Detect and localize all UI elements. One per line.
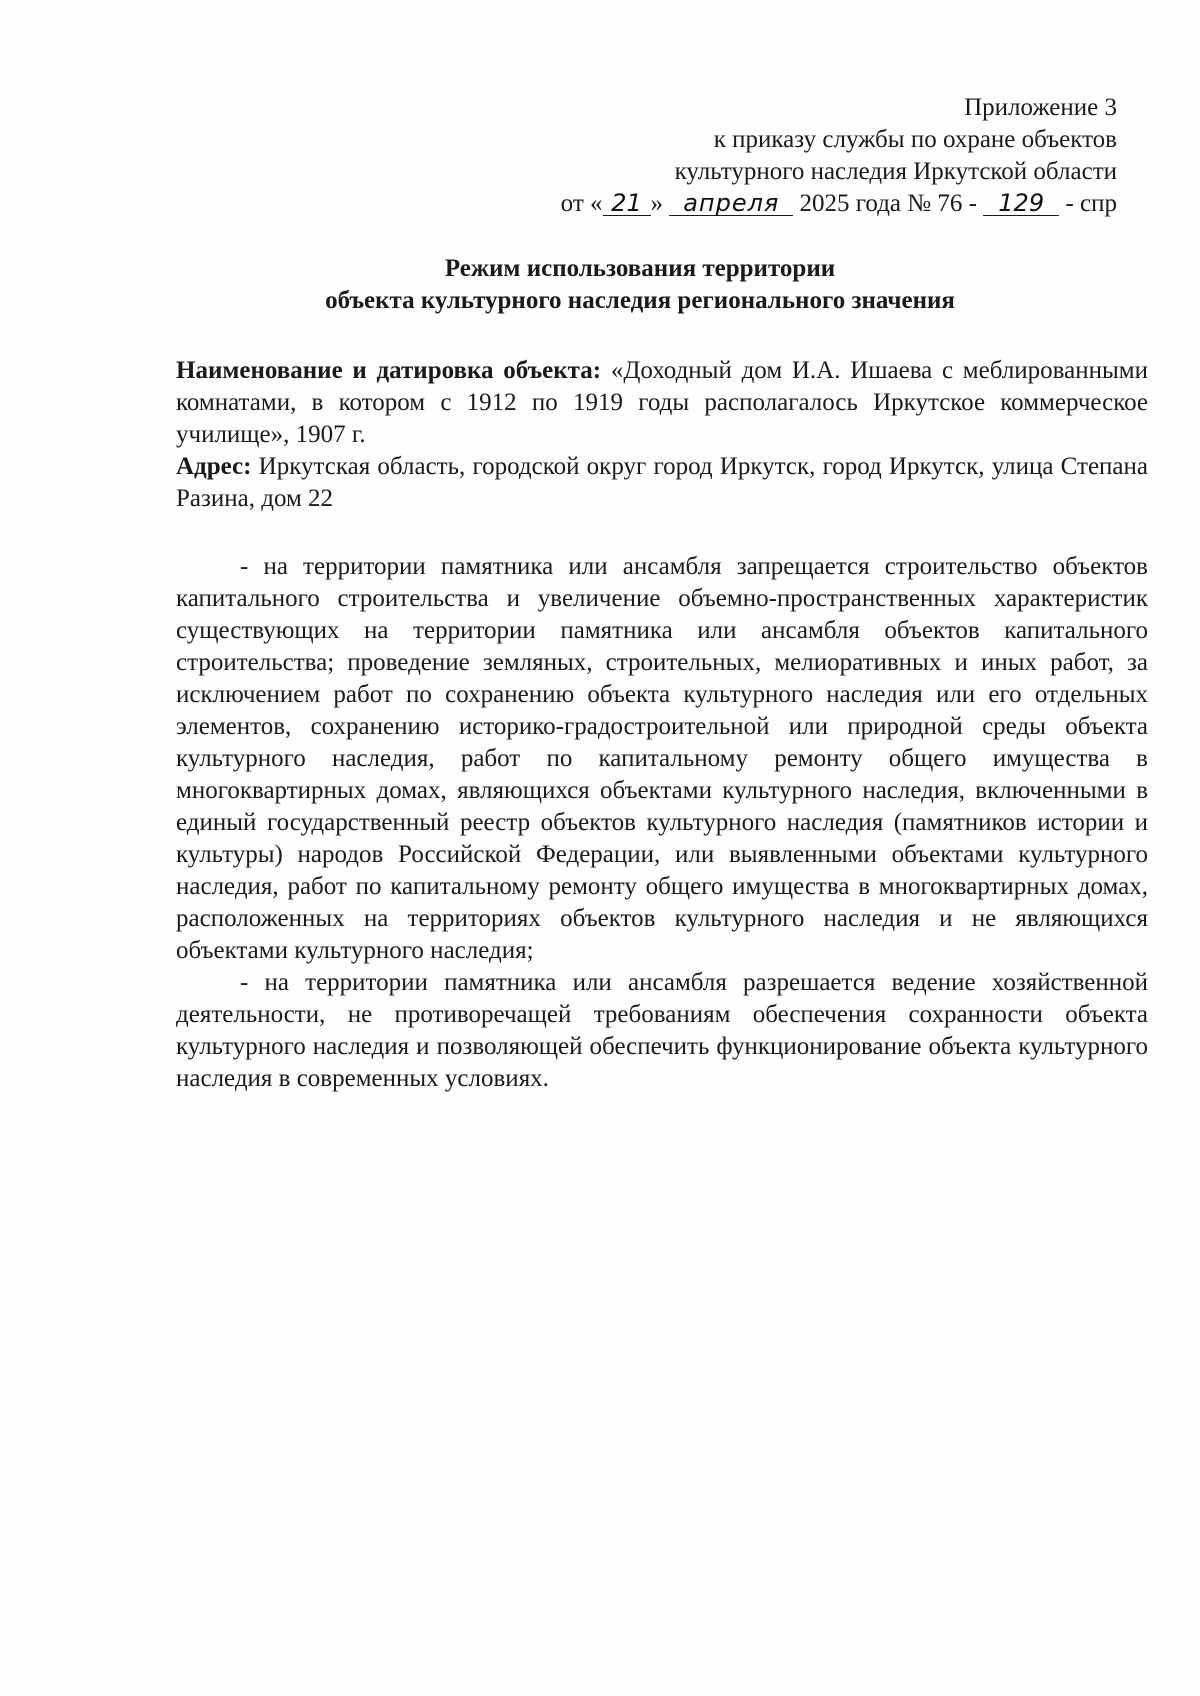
regime-prohibitions-paragraph: - на территории памятника или ансамбля запрещается строительство объектов капитального строительства и увеличение объемно-пространственных характеристик существующих на территории памятника или ансамбля объектов капитального строительства; проведение земляных, строительных, мелиоративных и иных работ, за исключением работ по сохранению объекта культурного наследия или его отдельных элементов, сохранению историко-градостроительной или природной среды объекта культурного наследия, работ по капитальному ремонту общего имущества в многоквартирных домах, являющихся объектами культурного наследия, включенными в единый государственный реестр объектов культурного наследия (памятников истории и культуры) народов Российской Федерации, или выявленными объектами культурного наследия, работ по капитальному ремонту общего имущества в многоквартирных домах, расположенных на территориях объектов культурного наследия и не являющихся объектами культурного наследия; bbox=[176, 553, 1148, 964]
object-info bbox=[176, 355, 1148, 515]
object-address-paragraph bbox=[176, 451, 1148, 515]
handwritten-order-number: 129 bbox=[983, 191, 1059, 216]
date-prefix: от « bbox=[560, 190, 603, 217]
order-suffix: - спр bbox=[1065, 190, 1117, 217]
object-address-label: Адрес: bbox=[176, 453, 252, 480]
appendix-date-line bbox=[561, 188, 1117, 220]
regime-text bbox=[176, 551, 1148, 1095]
object-name-value: «Доходный дом И.А. Ишаева с меблированными комнатами, в котором с 1912 по 1919 годы располагалось Иркутское коммерческое училище», 1907 г. bbox=[176, 357, 1149, 448]
handwritten-day: 21 bbox=[603, 191, 651, 216]
year-number-prefix: 2025 года № 76 - bbox=[799, 190, 977, 217]
object-name-paragraph bbox=[176, 355, 1148, 451]
regime-permissions-paragraph: - на территории памятника или ансамбля разрешается ведение хозяйственной деятельности, не противоречащей требованиям обеспечения сохранности объекта культурного наследия и позволяющей обеспечить функционирование объекта культурного наследия в современных условиях. bbox=[176, 969, 1148, 1092]
title-line-1: Режим использования территории bbox=[444, 255, 836, 282]
object-name-label: Наименование и датировка объекта: bbox=[176, 357, 602, 384]
title-line-2: объекта культурного наследия регионального значения bbox=[325, 287, 955, 314]
appendix-header bbox=[561, 92, 1117, 220]
appendix-authority: культурного наследия Иркутской области bbox=[674, 158, 1117, 185]
handwritten-month: апреля bbox=[669, 191, 793, 216]
document-title bbox=[160, 253, 1120, 317]
appendix-order-ref: к приказу службы по охране объектов bbox=[713, 126, 1117, 153]
object-address-value: Иркутская область, городской округ город Иркутск, город Иркутск, улица Степана Разина, дом 22 bbox=[176, 453, 1148, 512]
appendix-number: Приложение 3 bbox=[964, 94, 1117, 121]
date-mid: » bbox=[650, 190, 664, 217]
